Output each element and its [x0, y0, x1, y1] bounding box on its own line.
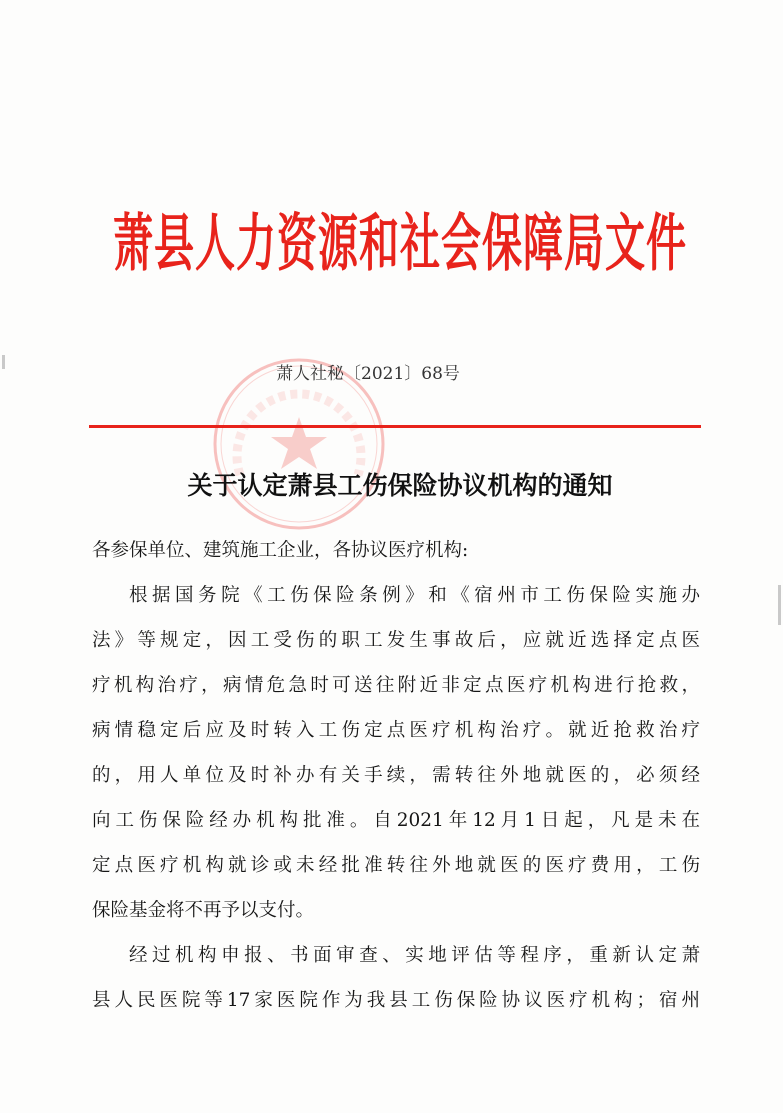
paragraph-1-line: 根据国务院《工伤保险条例》和《宿州市工伤保险实施办	[129, 585, 700, 606]
red-divider-line	[89, 425, 701, 428]
document-body	[92, 540, 700, 1035]
paragraph-1-line: 定点医疗机构就诊或未经批准转往外地就医的医疗费用，工伤	[92, 855, 700, 876]
scan-edge-mark	[778, 585, 781, 625]
paragraph-1-line: 疗机构治疗，病情危急时可送往附近非定点医疗机构进行抢救，	[92, 675, 700, 696]
paragraph-1-line: 的，用人单位及时补办有关手续，需转往外地就医的，必须经	[92, 765, 700, 786]
paragraph-1-line: 法》等规定，因工受伤的职工发生事故后，应就近选择定点医	[92, 630, 700, 651]
masthead: 萧县人力资源和社会保障局文件	[113, 206, 687, 280]
salutation: 各参保单位、建筑施工企业，各协议医疗机构:	[92, 540, 469, 561]
paragraph-2-line: 经过机构申报、书面审查、实地评估等程序，重新认定萧	[129, 945, 700, 966]
paragraph-1-line: 病情稳定后应及时转入工伤定点医疗机构治疗。就近抢救治疗	[92, 720, 700, 741]
paragraph-1-line: 向工伤保险经办机构批准。自2021年12月1日起，凡是未在	[92, 810, 700, 831]
scan-edge-mark	[2, 355, 5, 369]
document-number: 萧人社秘〔2021〕68号	[276, 364, 460, 384]
paragraph-2-line: 县人民医院等17家医院作为我县工伤保险协议医疗机构；宿州	[92, 990, 700, 1011]
document-title: 关于认定萧县工伤保险协议机构的通知	[187, 471, 613, 500]
paragraph-1-line: 保险基金将不再予以支付。	[92, 900, 315, 921]
